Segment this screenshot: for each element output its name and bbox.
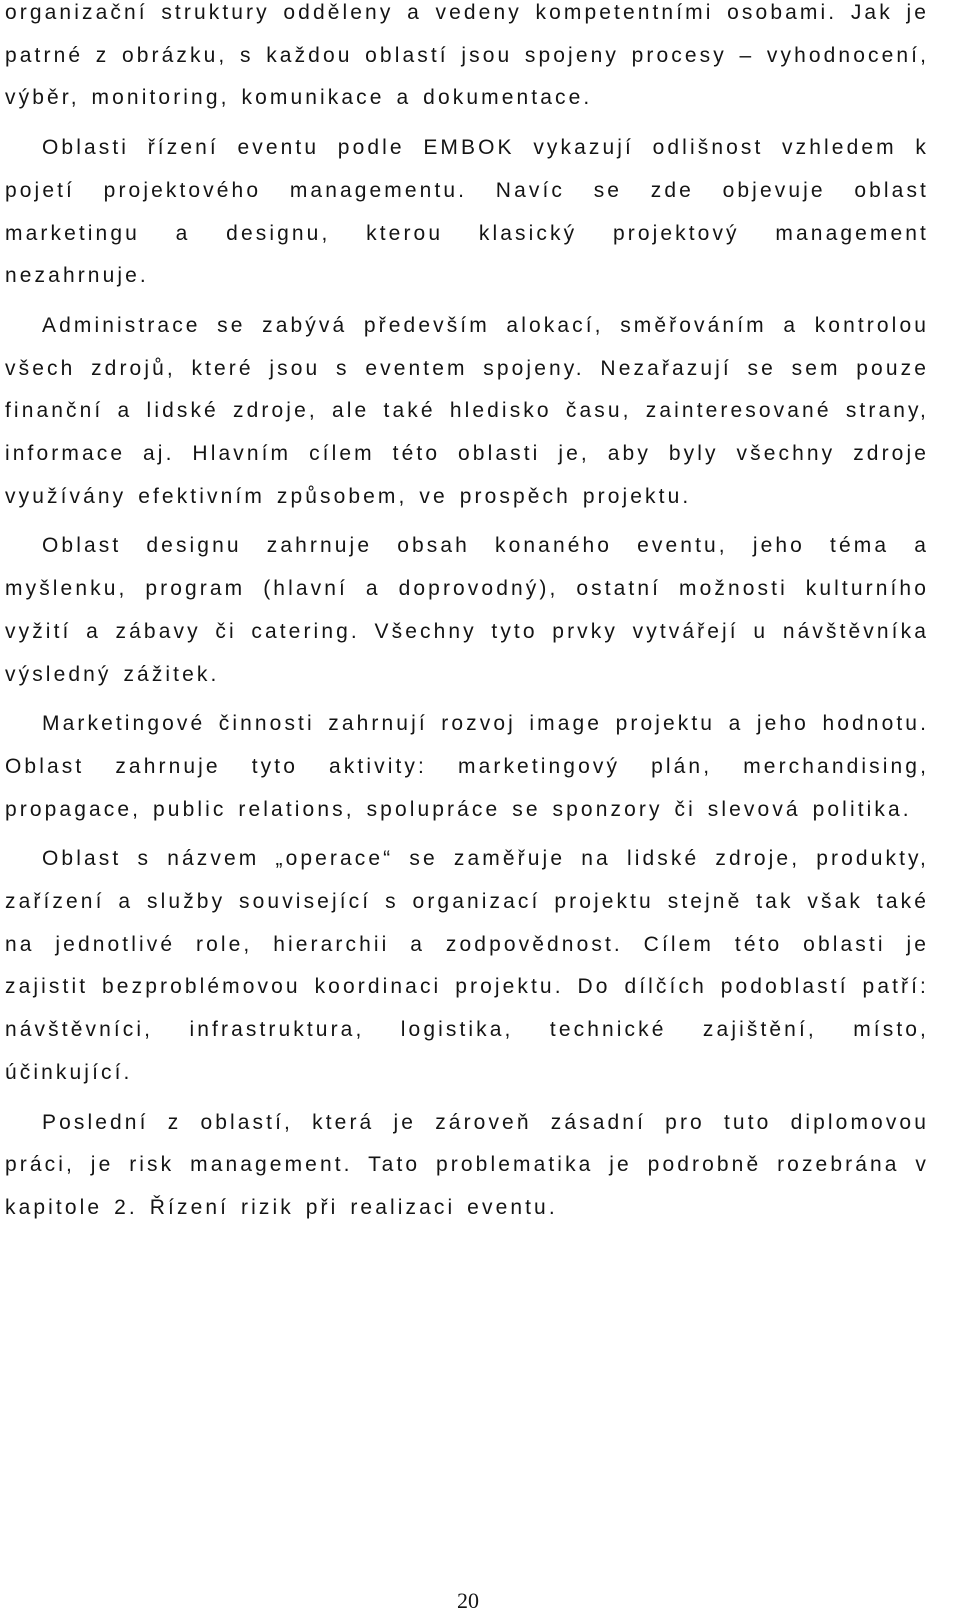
paragraph-risk-management: Poslední z oblastí, která je zároveň zásadní pro tuto diplomovou práci, je risk management. Tato problematika je podrobně rozebrána v kapitole 2. Řízení rizik při realizaci eventu. — [5, 1110, 929, 1219]
paragraph-operations: Oblast s názvem „operace“ se zaměřuje na lidské zdroje, produkty, zařízení a služby související s organizací projektu stejně tak však také na jednotlivé role, hierarchii a zodpovědnost. Cílem této oblasti je zajistit bezproblémovou koordinaci projektu. Do dílčích podoblastí patří: návštěvníci, infrastruktura, logistika, technické zajištění, místo, účinkující. — [5, 847, 929, 1084]
page-number: 20 — [457, 1588, 479, 1613]
paragraph-marketing: Marketingové činnosti zahrnují rozvoj image projektu a jeho hodnotu. Oblast zahrnuje tyto aktivity: marketingový plán, merchandising, propagace, public relations, spolupráce se sponzory či slevová politika. — [5, 712, 929, 821]
paragraph-embok-areas: Oblasti řízení eventu podle EMBOK vykazují odlišnost vzhledem k pojetí projektového managementu. Navíc se zde objevuje oblast marketingu a designu, kterou klasický projektový management nezahrnuje. — [5, 136, 929, 288]
body-text — [5, 0, 929, 1237]
paragraph-administration: Administrace se zabývá především alokací, směřováním a kontrolou všech zdrojů, které jsou s eventem spojeny. Nezařazují se sem pouze finanční a lidské zdroje, ale také hledisko času, zainteresované strany, informace aj. Hlavním cílem této oblasti je, aby byly všechny zdroje využívány efektivním způsobem, ve prospěch projektu. — [5, 313, 929, 508]
paragraph-design: Oblast designu zahrnuje obsah konaného eventu, jeho téma a myšlenku, program (hlavní a doprovodný), ostatní možnosti kulturního vyžití a zábavy či catering. Všechny tyto prvky vytvářejí u návštěvníka výsledný zážitek. — [5, 534, 929, 686]
paragraph-continuation: organizační struktury odděleny a vedeny kompetentními osobami. Jak je patrné z obrázku, s každou oblastí jsou spojeny procesy – vyhodnocení, výběr, monitoring, komunikace a dokumentace. — [5, 1, 929, 110]
